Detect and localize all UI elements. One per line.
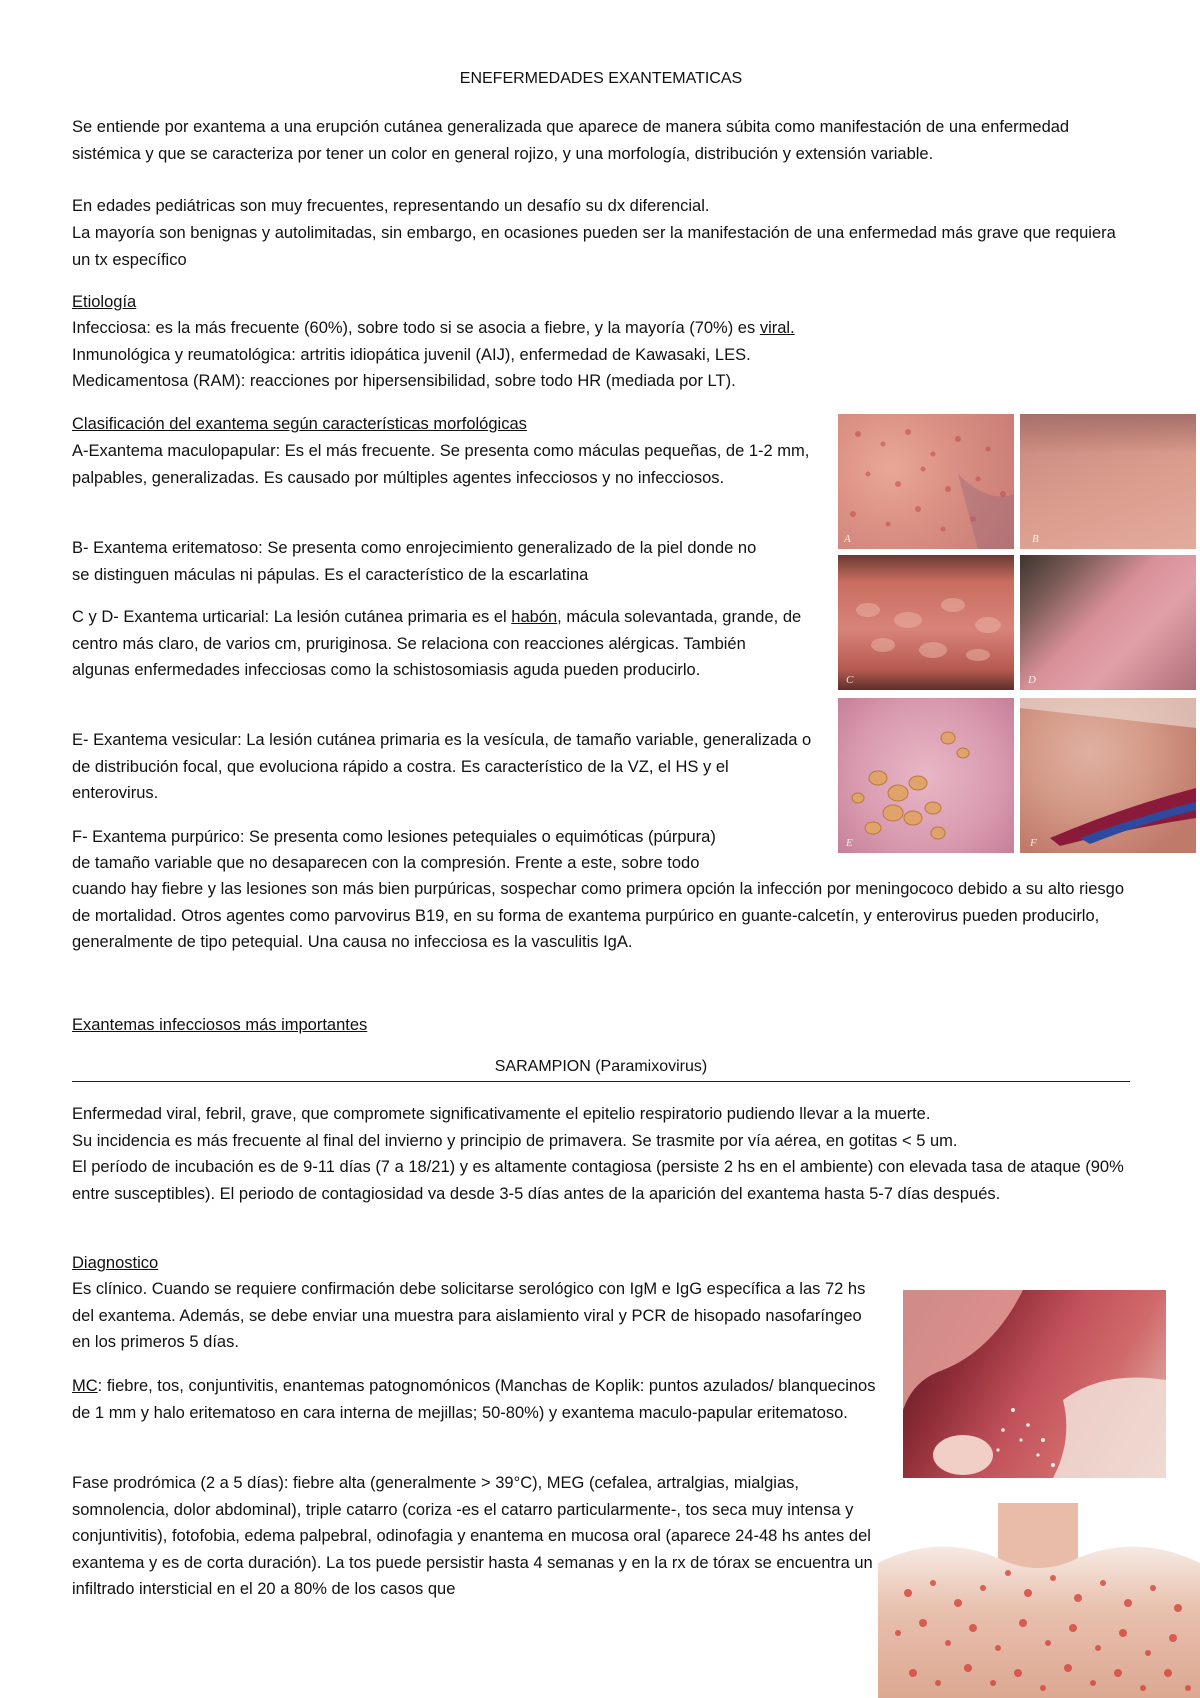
exantemas-infecciosos-heading: Exantemas infecciosos más importantes (72, 1016, 368, 1034)
photo-exantema-sarampion (878, 1503, 1200, 1698)
sarampion-paragraph-3: El período de incubación es de 9-11 días (7 a 18/21) y es altamente contagiosa (persiste 2 hs en el ambiente) con elevada tasa de ataque (90% entre susceptibles). El periodo de contagiosidad va desde 3-5 días antes de la aparición del exantema hasta 5-7 días después. (72, 1158, 1124, 1203)
photo-exantema-urticarial-d (1020, 555, 1196, 690)
intro-paragraph-2: En edades pediátricas son muy frecuentes, representando un desafío su dx diferencial. (72, 197, 710, 215)
photo-label-d: D (1028, 674, 1036, 686)
diagnostico-heading: Diagnostico (72, 1254, 159, 1272)
photo-exantema-urticarial-c (838, 555, 1014, 690)
sarampion-heading: SARAMPION (Paramixovirus) (494, 1058, 708, 1075)
exantema-eritematoso: B- Exantema eritematoso: Se presenta como enrojecimiento generalizado de la piel donde no se distinguen máculas ni pápulas. Es el característico de la escarlatina (72, 539, 757, 584)
photo-manchas-de-koplik (903, 1290, 1166, 1478)
exantema-purpurico-line-3: cuando hay fiebre y las lesiones son más bien purpúricas, sospechar como primera opción la infección por meningococo debido a su alto riesgo de mortalidad. Otros agentes como parvovirus B19, en su forma de exantema purpúrico en guante-calcetín, y enterovirus pueden producirlo, generalmente de tipo petequial. Una causa no infecciosa es la vasculitis IgA. (72, 880, 1125, 951)
photo-exantema-vesicular (838, 698, 1014, 853)
manifestaciones-clinicas: MC: fiebre, tos, conjuntivitis, enantemas patognomónicos (Manchas de Koplik: puntos azulados/ blanquecinos de 1 mm y halo eritematoso en cara interna de mejillas; 50-80%) y exantema maculo-papular eritematoso. (72, 1377, 876, 1422)
etiologia-infecciosa: Infecciosa: es la más frecuente (60%), sobre todo si se asocia a fiebre, y la mayoría (70%) es viral. (72, 319, 795, 337)
sarampion-paragraph-1: Enfermedad viral, febril, grave, que compromete significativamente el epitelio respiratorio pudiendo llevar a la muerte. (72, 1105, 931, 1123)
intro-paragraph-3: La mayoría son benignas y autolimitadas, sin embargo, en ocasiones pueden ser la manifestación de una enfermedad más grave que requiera un tx específico (72, 224, 1116, 269)
exantema-purpurico-line-2: de tamaño variable que no desaparecen con la compresión. Frente a este, sobre todo (72, 854, 700, 872)
photo-exantema-eritematoso (1020, 414, 1196, 549)
exantema-vesicular: E- Exantema vesicular: La lesión cutánea primaria es la vesícula, de tamaño variable, generalizada o de distribución focal, que evoluciona rápido a costra. Es característico de la VZ, el HS y el enterovirus. (72, 731, 812, 802)
exantema-purpurico-line-1: F- Exantema purpúrico: Se presenta como lesiones petequiales o equimóticas (púrpura) (72, 828, 716, 846)
document-title: ENEFERMEDADES EXANTEMATICAS (459, 70, 743, 87)
photo-exantema-maculopapular (838, 414, 1014, 549)
intro-paragraph-1: Se entiende por exantema a una erupción cutánea generalizada que aparece de manera súbita como manifestación de una enfermedad sistémica y que se caracteriza por tener un color en general rojizo, y una morfología, distribución y extensión variable. (72, 118, 1070, 163)
etiologia-medicamentosa: Medicamentosa (RAM): reacciones por hipersensibilidad, sobre todo HR (mediada por LT). (72, 372, 736, 390)
exantema-urticarial: C y D- Exantema urticarial: La lesión cutánea primaria es el habón, mácula solevantada, grande, de centro más claro, de varios cm, pruriginosa. Se relaciona con reacciones alérgicas. También algunas enfermedades infecciosas como la schistosomiasis aguda pueden producirlo. (72, 608, 802, 679)
photo-label-c: C (846, 674, 854, 686)
photo-label-e: E (846, 837, 853, 849)
fase-prodromica: Fase prodrómica (2 a 5 días): fiebre alta (generalmente > 39°C), MEG (cefalea, artralgias, mialgias, somnolencia, dolor abdominal), triple catarro (coriza -es el catarro particularmente-, tos seca muy intensa y conjuntivitis), fotofobia, edema palpebral, odinofagia y enantema en mucosa oral (aparece 24-48 hs antes del exantema y es de corta duración). La tos puede persistir hasta 4 semanas y en la rx de tórax se encuentra un infiltrado intersticial en el 20 a 80% de los casos que (72, 1474, 873, 1598)
photo-label-a: A (844, 533, 851, 545)
exantema-maculopapular: A-Exantema maculopapular: Es el más frecuente. Se presenta como máculas pequeñas, de 1-2 mm, palpables, generalizadas. Es causado por múltiples agentes infecciosos y no infecciosos. (72, 442, 810, 487)
section-divider (72, 1081, 1130, 1082)
photo-label-b: B (1032, 533, 1039, 545)
etiologia-heading: Etiología (72, 293, 137, 311)
photo-label-f: F (1030, 837, 1037, 849)
diagnostico-text: Es clínico. Cuando se requiere confirmación debe solicitarse serológico con IgM e IgG específica a las 72 hs del exantema. Además, se debe enviar una muestra para aislamiento viral y PCR de hisopado nasofaríngeo en los primeros 5 días. (72, 1280, 866, 1351)
clasificacion-heading: Clasificación del exantema según características morfológicas (72, 415, 527, 433)
etiologia-inmunologica: Inmunológica y reumatológica: artritis idiopática juvenil (AIJ), enfermedad de Kawasaki, LES. (72, 346, 751, 364)
sarampion-paragraph-2: Su incidencia es más frecuente al final del invierno y principio de primavera. Se trasmite por vía aérea, en gotitas < 5 um. (72, 1132, 958, 1150)
photo-exantema-purpurico (1020, 698, 1196, 853)
